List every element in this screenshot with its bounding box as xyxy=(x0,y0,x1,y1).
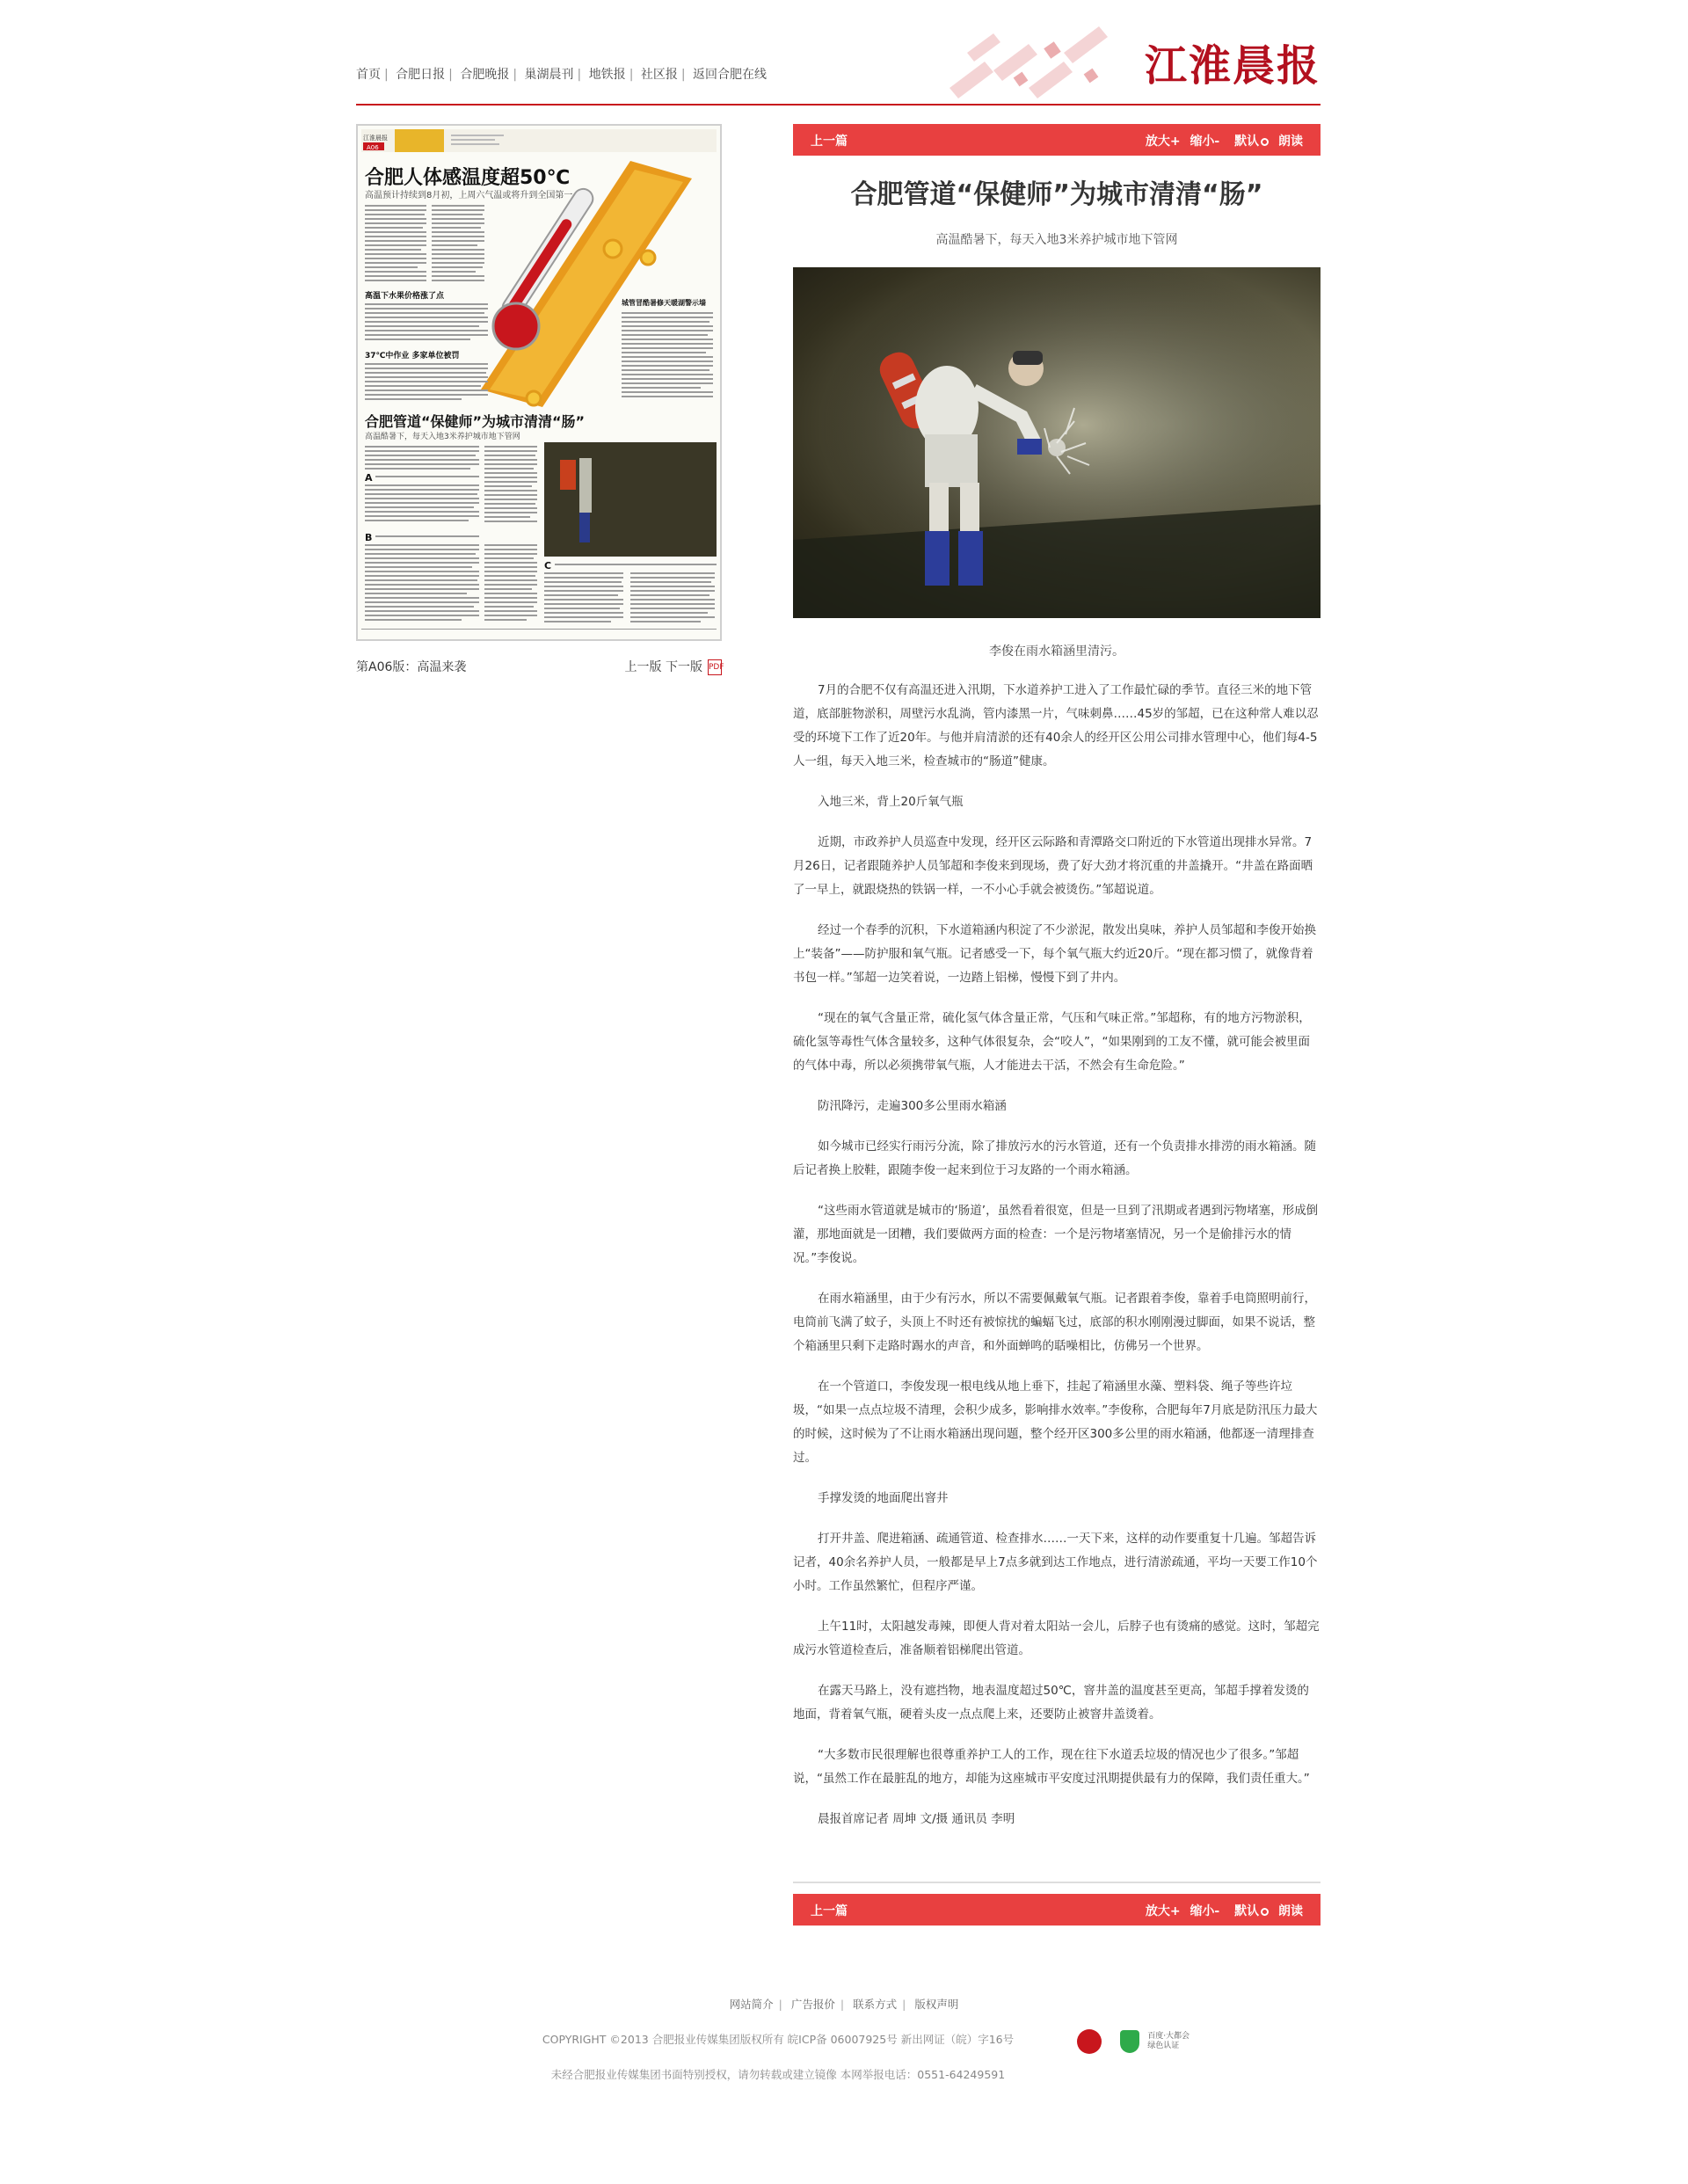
site-footer xyxy=(0,1996,1688,2087)
paper-side-headline: 城管冒酷暑修天暖湖警示墙 xyxy=(622,299,706,307)
nav-community-news[interactable]: 社区报 xyxy=(640,68,678,82)
nav-hefei-evening[interactable]: 合肥晚报 xyxy=(460,68,510,82)
header-divider xyxy=(356,104,1321,106)
nav-home[interactable]: 首页 xyxy=(356,68,381,82)
article-paragraph: 在露天马路上，没有遮挡物，地表温度超过50℃，窨井盖的温度甚至更高，邹超手撑着发烫的地面，背着氧气瓶，硬着头皮一点点爬上来，还要防止被窨井盖烫着。 xyxy=(793,1684,1309,1722)
article-paragraph: 近期，市政养护人员巡查中发现，经开区云际路和青潭路交口附近的下水管道出现排水异常。7月26日，记者跟随养护人员邹超和李俊来到现场，费了好大劲才将沉重的井盖撬开。“井盖在路面晒了一早上，就跟烧热的铁锅一样，一不小心手就会被烫伤。”邹超说道。 xyxy=(793,835,1313,897)
nav-back-hefei-online[interactable]: 返回合肥在线 xyxy=(693,68,768,82)
paper-subhead-a: 高温下水果价格涨了点 xyxy=(365,292,445,301)
paper-section-mark-a: A xyxy=(365,472,373,484)
svg-text:江淮晨报: 江淮晨报 xyxy=(363,135,388,142)
radio-circle-icon xyxy=(1261,138,1269,146)
paper-headline-2: 合肥管道“保健师”为城市清清“肠” xyxy=(365,413,586,430)
article-paragraph: 在一个管道口，李俊发现一根电线从地上垂下，挂起了箱涵里水藻、塑料袋、绳子等些许垃圾，“如果一点点垃圾不清理，会积少成多，影响排水效率。”李俊称，合肥每年7月底是防汛压力最大的时候，这时候为了不让雨水箱涵出现问题，整个经开区300多公里的雨水箱涵，他都逐一清理排查过。 xyxy=(793,1380,1318,1465)
article-body xyxy=(793,679,1321,1848)
article-byline: 晨报首席记者 周坤 文/摄 通讯员 李明 xyxy=(818,1812,1015,1826)
nav-chaohu-morning[interactable]: 巢湖晨刊 xyxy=(524,68,574,82)
paper-subheadline-1: 高温预计持续到8月初，上周六气温或将升到全国第一 xyxy=(365,191,573,200)
article-bottom-divider xyxy=(793,1882,1321,1883)
paper-section-mark-c: C xyxy=(544,560,552,571)
top-navigation: 首页 | 合肥日报 | 合肥晚报 | 巢湖晨刊 | 地铁报 | 社区报 | 返回合肥在线 xyxy=(356,68,768,82)
article-subtitle: 高温酷暑下，每天入地3米养护城市地下管网 xyxy=(935,233,1178,247)
article-subheading: 入地三米，背上20斤氧气瓶 xyxy=(818,795,964,809)
paper-section-tag: A06 xyxy=(367,144,379,151)
brand-decoration xyxy=(932,18,1134,114)
article-toolbar-bottom xyxy=(793,1894,1321,1926)
baidu-certification-label: 百度·大都会 绿色认证 xyxy=(1147,2032,1190,2050)
article-paragraph: 在雨水箱涵里，由于少有污水，所以不需要佩戴氧气瓶。记者跟着李俊，靠着手电筒照明前行，电筒前飞满了蚊子，头顶上不时还有被惊扰的蝙蝠飞过，底部的积水刚刚漫过脚面，如果不说话，整个箱涵里只剩下走路时踢水的声音，和外面蝉鸣的聒噪相比，仿佛另一个世界。 xyxy=(793,1292,1316,1353)
article-paragraph: “大多数市民很理解也很尊重养护工人的工作，现在往下水道丢垃圾的情况也少了很多。”邹超说，“虽然工作在最脏乱的地方，却能为这座城市平安度过汛期提供最有力的保障，我们责任重大。” xyxy=(793,1748,1310,1786)
article-photo xyxy=(793,267,1321,618)
footer-badges xyxy=(1077,2029,1190,2054)
article-paragraph: 上午11时，太阳越发毒辣，即便人背对着太阳站一会儿，后脖子也有烫痛的感觉。这时，邹超完成污水管道检查后，准备顺着铝梯爬出管道。 xyxy=(793,1620,1320,1657)
paper-section-mark-b: B xyxy=(365,532,373,543)
article-subheading: 手撑发烫的地面爬出窨井 xyxy=(818,1491,949,1505)
newspaper-page-thumbnail[interactable] xyxy=(356,124,722,641)
footer-link-copyright[interactable]: 版权声明 xyxy=(914,1998,959,2011)
article-toolbar-top xyxy=(793,124,1321,156)
article-paragraph: 经过一个春季的沉积，下水道箱涵内积淀了不少淤泥，散发出臭味，养护人员邹超和李俊开始换上“装备”——防护服和氧气瓶。记者感受一下，每个氧气瓶大约近20斤。“现在都习惯了，就像背着书包一样。”邹超一边笑着说，一边踏上铝梯，慢慢下到了井内。 xyxy=(793,923,1316,985)
prev-article-link[interactable]: 上一篇 xyxy=(811,135,848,149)
paper-page-nav xyxy=(625,658,722,675)
newspaper-page-image xyxy=(358,126,720,639)
police-badge-icon[interactable] xyxy=(1077,2029,1102,2054)
article-subheading: 防汛降污，走遍300多公里雨水箱涵 xyxy=(818,1099,1007,1113)
prev-next-page-links[interactable]: 上一版 下一版 xyxy=(624,660,702,674)
radio-circle-icon xyxy=(1261,1908,1269,1916)
read-aloud-button[interactable]: 朗读 xyxy=(1278,1904,1303,1918)
footer-notice: 未经合肥报业传媒集团书面特别授权，请勿转载或建立镜像 本网举报电话：0551-64249591 xyxy=(550,2068,1006,2081)
footer-copyright: COPYRIGHT ©2013 合肥报业传媒集团版权所有 皖ICP备 06007925号 新出网证（皖）字16号 xyxy=(542,2033,1015,2046)
prev-article-link[interactable]: 上一篇 xyxy=(811,1904,848,1918)
article-title: 合肥管道“保健师”为城市清清“肠” xyxy=(850,179,1263,210)
brand-logo[interactable]: 江淮晨报 xyxy=(1144,41,1321,91)
pdf-icon[interactable]: PDF xyxy=(708,659,722,675)
reading-tools xyxy=(1140,1902,1303,1919)
photo-caption: 李俊在雨水箱涵里清污。 xyxy=(989,644,1124,659)
paper-subheadline-2: 高温酷暑下，每天入地3米养护城市地下管网 xyxy=(365,433,520,441)
zoom-out-button[interactable]: 缩小- xyxy=(1190,1904,1220,1918)
read-aloud-button[interactable]: 朗读 xyxy=(1278,135,1303,149)
default-size-button[interactable]: 默认 xyxy=(1229,1904,1269,1918)
paper-page-label: 第A06版： xyxy=(356,660,418,674)
article-paragraph: “现在的氧气含量正常，硫化氢气体含量正常，气压和气味正常。”邹超称，有的地方污物淤积，硫化氢等毒性气体含量较多，这种气体很复杂，会“咬人”，“如果刚到的工友不懂，就可能会被里面的气体中毒，所以必须携带氧气瓶，人才能进去干活，不然会有生命危险。” xyxy=(793,1011,1311,1073)
article-paragraph: 7月的合肥不仅有高温还进入汛期，下水道养护工进入了工作最忙碌的季节。直径三米的地下管道，底部脏物淤积，周壁污水乱淌，管内漆黑一片，气味刺鼻……45岁的邹超，已在这种常人难以忍受的环境下工作了近20年。与他并肩清淤的还有40余人的经开区公用公司排水管理中心，他们每4-5人一组，每天入地三米，检查城市的“肠道”健康。 xyxy=(793,683,1319,768)
baidu-green-shield-icon[interactable] xyxy=(1120,2030,1139,2053)
article-paragraph: 如今城市已经实行雨污分流，除了排放污水的污水管道，还有一个负责排水排涝的雨水箱涵。随后记者换上胶鞋，跟随李俊一起来到位于习友路的一个雨水箱涵。 xyxy=(793,1139,1316,1177)
zoom-out-button[interactable]: 缩小- xyxy=(1190,135,1220,149)
reading-tools xyxy=(1140,132,1303,149)
default-size-button[interactable]: 默认 xyxy=(1229,135,1269,149)
nav-metro-news[interactable]: 地铁报 xyxy=(588,68,626,82)
paper-page-caption xyxy=(356,658,722,675)
article-paragraph: “这些雨水管道就是城市的‘肠道’，虽然看着很宽，但是一旦到了汛期或者遇到污物堵塞，形成倒灌，那地面就是一团糟，我们要做两方面的检查：一个是污物堵塞情况，另一个是偷排污水的情况。”李俊说。 xyxy=(793,1204,1319,1265)
paper-section-name[interactable]: 高温来袭 xyxy=(417,660,467,674)
paper-subhead-b: 37℃中作业 多家单位被罚 xyxy=(365,352,460,360)
nav-hefei-daily[interactable]: 合肥日报 xyxy=(396,68,446,82)
footer-link-contact[interactable]: 联系方式 xyxy=(853,1998,898,2011)
footer-links: 网站简介 | 广告报价 | 联系方式 | 版权声明 xyxy=(729,1998,959,2011)
sewer-worker-photo xyxy=(793,267,1321,618)
footer-link-about[interactable]: 网站简介 xyxy=(729,1998,774,2011)
zoom-in-button[interactable]: 放大+ xyxy=(1145,1904,1181,1918)
article-paragraph: 打开井盖、爬进箱涵、疏通管道、检查排水……一天下来，这样的动作要重复十几遍。邹超告诉记者，40余名养护人员，一般都是早上7点多就到达工作地点，进行清淤疏通，平均一天要工作10个小时。工作虽然繁忙，但程序严谨。 xyxy=(793,1532,1318,1593)
paper-headline-1: 合肥人体感温度超50℃ xyxy=(365,167,571,189)
footer-link-ad-rates[interactable]: 广告报价 xyxy=(790,1998,835,2011)
zoom-in-button[interactable]: 放大+ xyxy=(1145,135,1181,149)
